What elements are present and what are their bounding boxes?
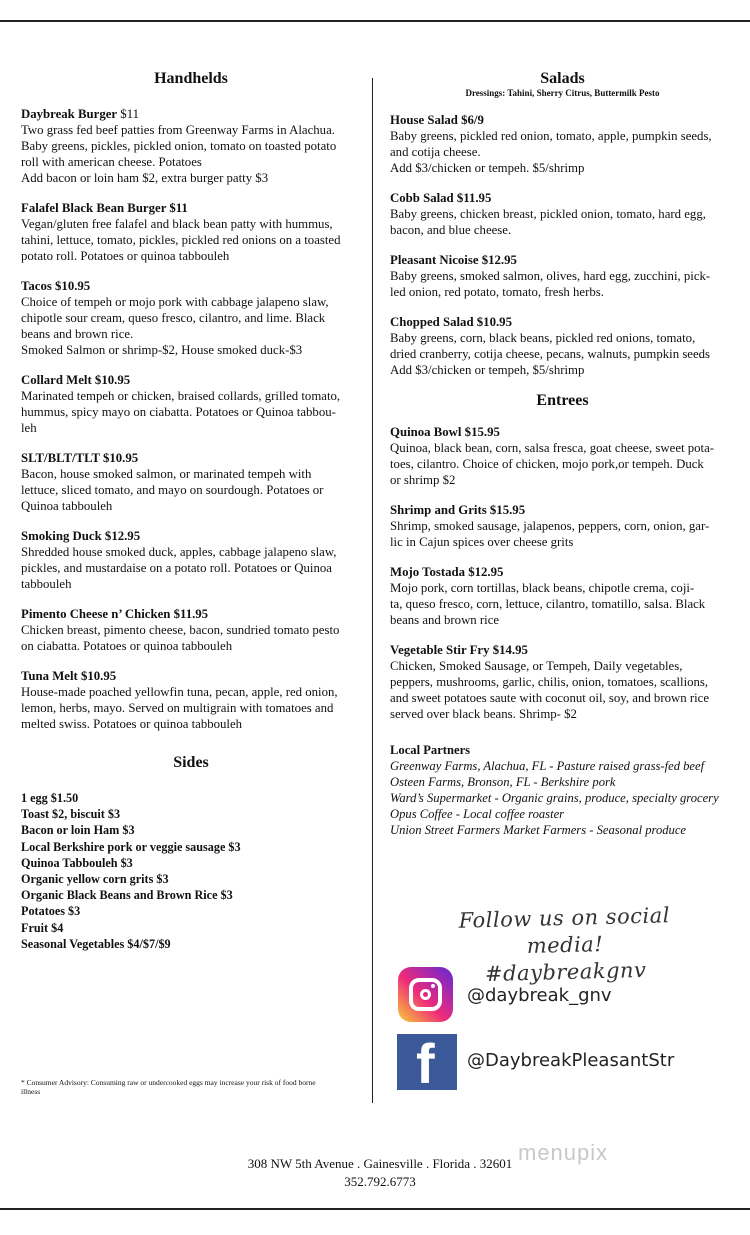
consumer-advisory: * Consumer Advisory: Consuming raw or undercooked eggs may increase your risk of food borne illness <box>21 1078 316 1096</box>
menu-item-slt-blt-tlt <box>21 450 361 514</box>
sides-list <box>21 790 361 952</box>
item-name: Vegetable Stir Fry $14.95 <box>390 643 528 657</box>
footer <box>0 1155 750 1191</box>
partner-line: Ward’s Supermarket - Organic grains, produce, specialty grocery <box>390 791 719 805</box>
partners-title: Local Partners <box>390 743 471 757</box>
left-column <box>21 70 361 952</box>
item-name: Smoking Duck $12.95 <box>21 529 141 543</box>
item-name: Pimento Cheese n’ Chicken $11.95 <box>21 607 209 621</box>
item-description: Baby greens, chicken breast, pickled onion, tomato, hard egg, bacon, and blue cheese. <box>390 207 706 237</box>
instagram-flash-dot <box>431 984 435 988</box>
item-name: Falafel Black Bean Burger $11 <box>21 201 188 215</box>
local-partners <box>390 742 735 838</box>
bottom-rule <box>0 1208 750 1210</box>
handhelds-title: Handhelds <box>154 70 228 87</box>
side-item: Organic Black Beans and Brown Rice $3 <box>21 888 233 903</box>
facebook-icon[interactable] <box>397 1032 457 1095</box>
entrees-title: Entrees <box>536 392 589 409</box>
top-rule <box>0 20 750 22</box>
item-description: Baby greens, corn, black beans, pickled red onions, tomato, dried cranberry, cotija cheese, pecans, walnuts, pumpkin seeds Add $3/chicken or tempeh, $5/shrimp <box>390 331 711 377</box>
menu-item-chopped-salad <box>390 314 735 378</box>
instagram-lens <box>420 989 431 1000</box>
side-item: 1 egg $1.50 <box>21 791 79 805</box>
menu-item-falafel-burger <box>21 200 361 264</box>
partner-line: Union Street Farmers Market Farmers - Seasonal produce <box>390 823 687 837</box>
item-name: Mojo Tostada $12.95 <box>390 565 504 579</box>
menu-item-tacos <box>21 278 361 358</box>
menu-item-pimento-cheese <box>21 606 361 654</box>
column-divider <box>372 78 373 1103</box>
instagram-icon[interactable] <box>398 967 453 1022</box>
menu-item-shrimp-grits <box>390 502 735 550</box>
menu-item-cobb-salad <box>390 190 735 238</box>
item-price: $11 <box>120 107 140 121</box>
side-item: Toast $2, biscuit $3 <box>21 807 121 822</box>
partner-line: Opus Coffee - Local coffee roaster <box>390 807 565 821</box>
menu-item-smoking-duck <box>21 528 361 592</box>
item-description: Vegan/gluten free falafel and black bean patty with hummus, tahini, lettuce, tomato, pickles, pickled red onions on a toasted potato roll. Potatoes or quinoa tabbouleh <box>21 217 341 263</box>
salads-title: Salads <box>540 70 585 87</box>
item-name: Pleasant Nicoise $12.95 <box>390 253 517 267</box>
menupix-watermark: menupix <box>518 1140 609 1165</box>
side-item: Quinoa Tabbouleh $3 <box>21 855 133 870</box>
item-name: Chopped Salad $10.95 <box>390 315 512 329</box>
sides-title: Sides <box>173 754 209 771</box>
item-description: Baby greens, pickled red onion, tomato, apple, pumpkin seeds, and cotija cheese. Add $3/chicken or tempeh. $5/shrimp <box>390 129 712 175</box>
menu-item-tuna-melt <box>21 668 361 732</box>
facebook-f-glyph: f <box>416 1032 435 1095</box>
side-item: Potatoes $3 <box>21 904 81 919</box>
item-description: Choice of tempeh or mojo pork with cabbage jalapeno slaw, chipotle sour cream, queso fresco, cilantro, and lime. Black beans and brown rice. Smoked Salmon or shrimp-$2, House smoked duck-$3 <box>21 295 329 357</box>
item-name: Shrimp and Grits $15.95 <box>390 503 526 517</box>
side-item: Local Berkshire pork or veggie sausage $3 <box>21 839 241 854</box>
instagram-handle[interactable]: @daybreak_gnv <box>467 985 612 1006</box>
item-description: Chicken breast, pimento cheese, bacon, sundried tomato pesto on ciabatta. Potatoes or quinoa tabbouleh <box>21 623 340 653</box>
item-name: Tacos $10.95 <box>21 279 91 293</box>
facebook-handle[interactable]: @DaybreakPleasantStr <box>467 1050 675 1071</box>
phone: 352.792.6773 <box>344 1174 416 1189</box>
side-item: Fruit $4 <box>21 920 64 935</box>
item-name: Quinoa Bowl $15.95 <box>390 425 500 439</box>
partner-line: Greenway Farms, Alachua, FL - Pasture raised grass-fed beef <box>390 759 705 773</box>
item-description: Quinoa, black bean, corn, salsa fresca, goat cheese, sweet pota- toes, cilantro. Choice of chicken, mojo pork,or tempeh. Duck or shrimp $2 <box>390 441 715 487</box>
hashtag-line: #daybreakgnv <box>484 957 647 987</box>
salads-dressings: Dressings: Tahini, Sherry Citrus, Buttermilk Pesto <box>465 88 660 98</box>
item-description: Marinated tempeh or chicken, braised collards, grilled tomato, hummus, spicy mayo on ciabatta. Potatoes or Quinoa tabbou- leh <box>21 389 341 435</box>
menu-item-collard-melt <box>21 372 361 436</box>
menu-item-quinoa-bowl <box>390 424 735 488</box>
menu-item-mojo-tostada <box>390 564 735 628</box>
menu-item-pleasant-nicoise <box>390 252 735 300</box>
follow-line: Follow us on social media! <box>458 903 671 958</box>
menu-item-house-salad <box>390 112 735 176</box>
right-column <box>390 70 735 838</box>
item-description: Two grass fed beef patties from Greenway Farms in Alachua. Baby greens, pickles, pickled onion, tomato on toasted potato roll with american cheese. Potatoes Add bacon or loin ham $2, extra burger patty $3 <box>21 123 337 185</box>
item-name: House Salad $6/9 <box>390 113 484 127</box>
item-description: Mojo pork, corn tortillas, black beans, chipotle crema, coji- ta, queso fresco, corn, lettuce, cilantro, tomatillo, salsa. Black beans and brown rice <box>390 581 706 627</box>
item-name: Collard Melt $10.95 <box>21 373 131 387</box>
instagram-camera-outline <box>409 978 442 1011</box>
item-description: Shredded house smoked duck, apples, cabbage jalapeno slaw, pickles, and mustardaise on a potato roll. Potatoes or Quinoa tabbouleh <box>21 545 337 591</box>
item-name: Daybreak Burger <box>21 107 118 121</box>
side-item: Organic yellow corn grits $3 <box>21 872 169 887</box>
menu-item-daybreak-burger <box>21 106 361 186</box>
item-description: Baby greens, smoked salmon, olives, hard egg, zucchini, pick- led onion, red potato, tomato, fresh herbs. <box>390 269 711 299</box>
side-item: Bacon or loin Ham $3 <box>21 823 135 838</box>
menu-item-vegetable-stir-fry <box>390 642 735 722</box>
follow-us-text <box>419 901 711 990</box>
item-description: Bacon, house smoked salmon, or marinated tempeh with lettuce, sliced tomato, and mayo on sourdough. Potatoes or Quinoa tabbouleh <box>21 467 324 513</box>
item-name: Tuna Melt $10.95 <box>21 669 117 683</box>
item-name: Cobb Salad $11.95 <box>390 191 492 205</box>
item-name: SLT/BLT/TLT $10.95 <box>21 451 139 465</box>
item-description: Chicken, Smoked Sausage, or Tempeh, Daily vegetables, peppers, mushrooms, garlic, chilis, onion, tomatoes, scallions, and sweet potatoes saute with coconut oil, soy, and brown rice served over black beans. Shrimp- $2 <box>390 659 710 721</box>
item-description: House-made poached yellowfin tuna, pecan, apple, red onion, lemon, herbs, mayo. Served on multigrain with tomatoes and melted swiss. Potatoes or quinoa tabbouleh <box>21 685 338 731</box>
partner-line: Osteen Farms, Bronson, FL - Berkshire pork <box>390 775 616 789</box>
address: 308 NW 5th Avenue . Gainesville . Florida . 32601 <box>247 1156 513 1171</box>
side-item: Seasonal Vegetables $4/$7/$9 <box>21 936 171 951</box>
item-description: Shrimp, smoked sausage, jalapenos, peppers, corn, onion, gar- lic in Cajun spices over cheese grits <box>390 519 710 549</box>
